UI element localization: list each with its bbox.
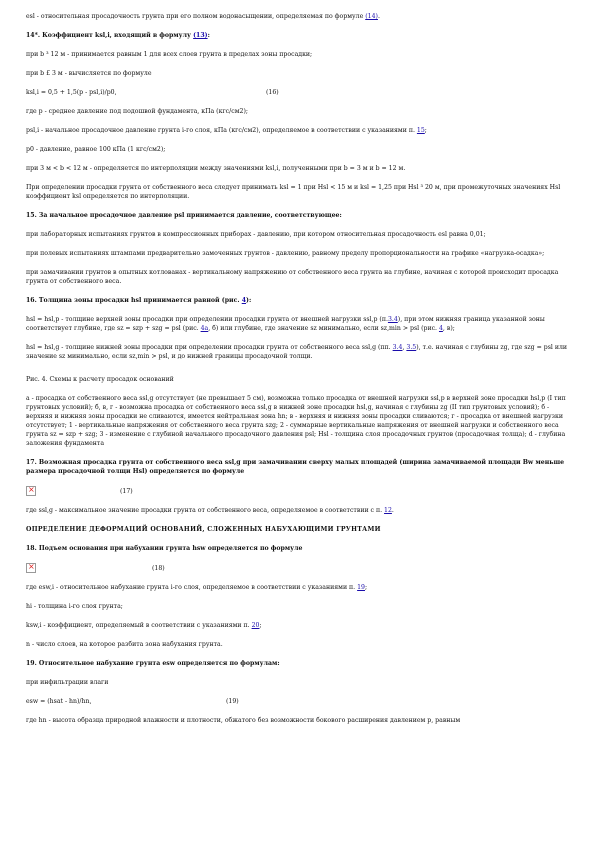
ref-link-12[interactable]: 12 — [384, 507, 392, 514]
paragraph: при замачивании грунтов в опытных котлованах - вертикальному напряжению от собственного веса грунта на глубине, начиная с которой происходит просадка грунта от собственного веса. — [26, 269, 559, 285]
clause-14: 14*. Коэффициент ksl,i, входящий в формулу (13): — [26, 32, 210, 39]
equation-16 — [26, 88, 574, 97]
paragraph: где ssl,g - максимальное значение просадки грунта от собственного веса, определяемое в соответствии с п. 12. — [26, 507, 394, 514]
paragraph: hi - толщина i-го слоя грунта; — [26, 603, 123, 610]
paragraph: при 3 м < b < 12 м - определяется по интерполяции между значениями ksl,i, полученными при b = 3 м и b = 12 м. — [26, 165, 406, 172]
equation-19 — [26, 697, 574, 706]
clause-16: 16. Толщина зоны просадки hsl принимается равной (рис. 4): — [26, 297, 252, 304]
paragraph: psl,i - начальное просадочное давление грунта i-го слоя, кПа (кгс/см2), определяемое в соответствии с указаниями п. 15; — [26, 127, 427, 134]
ref-link-19[interactable]: 19 — [357, 584, 365, 591]
section-heading: ОПРЕДЕЛЕНИЕ ДЕФОРМАЦИЙ ОСНОВАНИЙ, СЛОЖЕННЫХ НАБУХАЮЩИМИ ГРУНТАМИ — [26, 526, 381, 533]
equation-number: (17) — [120, 487, 133, 495]
paragraph: где p - среднее давление под подошвой фундамента, кПа (кгс/см2); — [26, 108, 248, 115]
figure-caption: Рис. 4. Схемы к расчету просадок оснований — [26, 376, 174, 383]
paragraph: hsl = hsl,g - толщине нижней зоны просадки при определении просадки грунта от собственного веса ssl,g (пп. 3.4, 3.5), т.е. начиная с глубины zg, где szg = psl или значение sz минимально, если sz,min > psl, и до нижней границы просадочной толщи. — [26, 344, 567, 360]
paragraph: где esw,i - относительное набухание грунта i-го слоя, определяемое в соответствии с указаниями п. 19; — [26, 584, 368, 591]
broken-image-icon — [26, 563, 36, 573]
paragraph: при лабораторных испытаниях грунтов в компрессионных приборах - давлению, при котором относительная просадочность esl равна 0,01; — [26, 231, 486, 238]
paragraph: n - число слоев, на которое разбита зона набухания грунта. — [26, 641, 223, 648]
paragraph: при b ³ 12 м - принимается равным 1 для всех слоев грунта в пределах зоны просадки; — [26, 51, 313, 58]
ref-link-3-5[interactable]: 3.5 — [406, 344, 417, 351]
ref-link-3-4b[interactable]: 3.4 — [392, 344, 403, 351]
clause-18: 18. Подъем основания при набухании грунта hsw определяется по формуле — [26, 545, 303, 552]
paragraph: hsl = hsl,p - толщине верхней зоны просадки при определении просадки грунта от внешней нагрузки ssl,p (п.3.4), при этом нижняя граница указанной зоны соответствует глубине, где sz = szp + szg = psl (рис. 4а, б) или глубине, где значение sz минимально, если sz,min > psl (рис. 4, в); — [26, 316, 545, 332]
equation-number: (19) — [226, 698, 239, 705]
paragraph: p0 - давление, равное 100 кПа (1 кгс/см2); — [26, 146, 166, 153]
broken-image-icon — [26, 486, 36, 496]
paragraph: при инфильтрации влаги — [26, 679, 109, 686]
ref-link-14[interactable]: (14) — [365, 13, 378, 20]
ref-link-fig4-v[interactable]: 4 — [438, 325, 443, 332]
paragraph: При определении просадки грунта от собственного веса следует принимать ksl = 1 при Hsl < 15 м и ksl = 1,25 при Hsl ³ 20 м, при промежуточных значениях Hsl коэффициент ksl определяется по интерполяции. — [26, 184, 561, 200]
paragraph: где hn - высота образца природной влажности и плотности, обжатого без возможности бокового расширения давлением р, равным — [26, 717, 461, 724]
ref-link-fig4a[interactable]: 4а — [200, 325, 209, 332]
equation-text: esw = (hsat - hn)/hn, — [26, 698, 92, 705]
clause-15: 15. За начальное просадочное давление psl принимается давление, соответствующее: — [26, 212, 342, 219]
equation-17 — [26, 486, 574, 496]
clause-19: 19. Относительное набухание грунта esw определяется по формулам: — [26, 660, 280, 667]
equation-number: (18) — [152, 564, 165, 572]
ref-link-20[interactable]: 20 — [251, 622, 260, 629]
equation-text: ksl,i = 0,5 + 1,5(p - psl,i)/p0, — [26, 89, 117, 96]
figure-legend: а - просадка от собственного веса ssl,g отсутствует (не превышает 5 см), возможна только просадка от внешней нагрузки ssl,p в верхней зоне просадки hsl,p (I тип грунтовых условий); б, в, г - возможна просадка от собственного веса ssl,g в нижней зоне просадки hsl,g, начиная с глубины zg (II тип грунтовых условий); б - верхняя и нижняя зоны просадки не сливаются, имеется нейтральная зона hn; в - верхняя и нижняя зоны просадки сливаются; г - просадка от внешней нагрузки отсутствует; 1 - вертикальные напряжения от собственного веса грунта szg; 2 - суммарные вертикальные напряжения от внешней нагрузки и собственного веса грунта sz = szp + szg; 3 - изменение с глубиной начального просадочного давления psl; Hsl - толщина слоя просадочных грунтов (просадочная толща); d - глубина заложения фундамента — [26, 395, 566, 447]
clause-17: 17. Возможная просадка грунта от собственного веса ssl,g при замачивании сверху малых площадей (ширина замачиваемой площади Bw меньше размера просадочной толщи Hsl) определяется по формуле — [26, 459, 565, 475]
paragraph: esl - относительная просадочность грунта при его полном водонасыщении, определяемая по формуле (14). — [26, 13, 380, 20]
equation-number: (16) — [266, 89, 279, 96]
ref-link-13[interactable]: (13) — [193, 32, 208, 39]
equation-18 — [26, 563, 574, 573]
paragraph: при b £ 3 м - вычисляется по формуле — [26, 70, 152, 77]
ref-link-fig4[interactable]: 4 — [241, 297, 247, 304]
ref-link-3-4[interactable]: 3.4 — [387, 316, 398, 323]
paragraph: при полевых испытаниях штампами предварительно замоченных грунтов - давлению, равному пределу пропорциональности на графике «нагрузка-осадка»; — [26, 250, 545, 257]
document-page — [26, 12, 574, 735]
paragraph: ksw,i - коэффициент, определяемый в соответствии с указаниями п. 20; — [26, 622, 262, 629]
ref-link-15[interactable]: 15 — [416, 127, 425, 134]
